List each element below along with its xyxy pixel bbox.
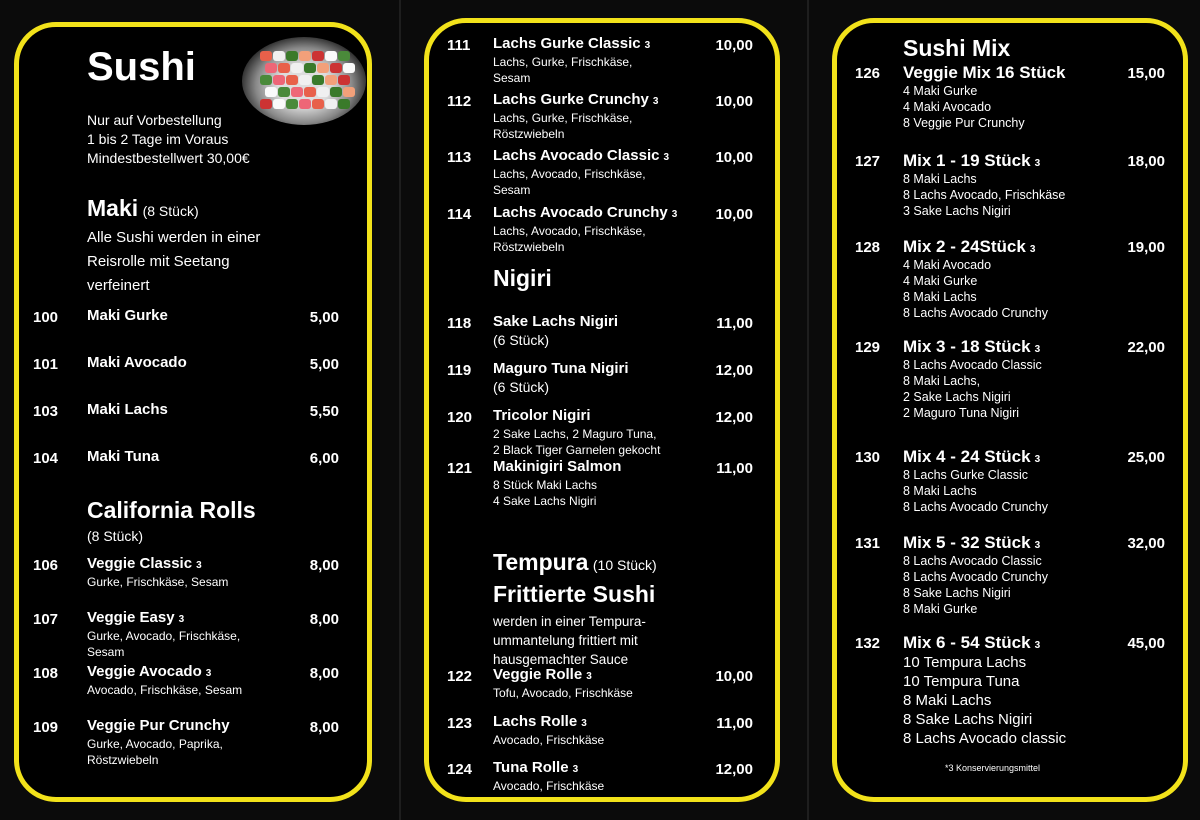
item-number: 128: [855, 239, 881, 256]
item-number: 111: [447, 37, 471, 54]
item-description: 8 Maki Gurke: [903, 602, 978, 616]
item-name: [493, 759, 578, 776]
preservative-note: 3: [644, 40, 651, 51]
item-name: [903, 237, 1035, 257]
item-name-text: Mix 3 - 18 Stück: [903, 337, 1031, 356]
sushi-piece-graphic: [317, 87, 329, 97]
item-description: 10 Tempura Lachs: [903, 654, 1027, 671]
item-name-text: Makinigiri Salmon: [493, 458, 622, 475]
item-price: 6,00: [309, 450, 339, 467]
preservative-note: 3: [1029, 244, 1036, 255]
preservative-note: 3: [671, 209, 678, 220]
item-name-text: Maki Lachs: [87, 401, 168, 418]
item-price: 19,00: [1127, 239, 1165, 256]
item-description: 8 Maki Lachs: [903, 484, 977, 498]
item-number: 124: [447, 761, 473, 778]
sushi-piece-graphic: [299, 51, 311, 61]
item-number: 108: [33, 665, 59, 682]
sushi-piece-graphic: [273, 51, 285, 61]
item-description: Röstzwiebeln: [493, 127, 565, 141]
item-number: 130: [855, 449, 881, 466]
item-number: 122: [447, 668, 473, 685]
preservative-note: 3: [1034, 158, 1041, 169]
sushi-piece-graphic: [343, 87, 355, 97]
item-description: 4 Sake Lachs Nigiri: [493, 494, 597, 508]
sushi-piece-graphic: [330, 63, 342, 73]
item-name: [493, 458, 621, 475]
item-name: [493, 666, 592, 683]
preservative-note: 3: [572, 764, 579, 775]
item-quantity: (6 Stück): [493, 379, 550, 395]
item-description: Lachs, Gurke, Frischkäse,: [493, 55, 633, 69]
sushi-piece-graphic: [325, 51, 337, 61]
item-name-text: Veggie Mix 16 Stück: [903, 63, 1066, 82]
item-name: [87, 354, 187, 371]
tempura-description: werden in einer Tempura- ummantelung frittiert mit hausgemachter Sauce: [493, 614, 646, 667]
item-name-text: Sake Lachs Nigiri: [493, 313, 619, 330]
item-description: Sesam: [87, 645, 125, 659]
item-name: [903, 151, 1040, 171]
item-name: [87, 555, 202, 572]
item-name-text: Mix 1 - 19 Stück: [903, 151, 1031, 170]
preservative-note: 3: [652, 96, 659, 107]
item-description: 2 Maguro Tuna Nigiri: [903, 406, 1020, 420]
item-description: 4 Maki Gurke: [903, 274, 978, 288]
item-number: 121: [447, 460, 473, 477]
item-price: 10,00: [715, 149, 753, 166]
order-info: Nur auf Vorbestellung 1 bis 2 Tage im Voraus Mindestbestellwert 30,00€: [87, 112, 250, 166]
sushi-piece-graphic: [304, 63, 316, 73]
item-price: 5,00: [309, 309, 339, 326]
item-number: 126: [855, 65, 881, 82]
item-description: 8 Lachs Avocado classic: [903, 730, 1067, 747]
item-name: [493, 407, 591, 424]
item-name-text: Maguro Tuna Nigiri: [493, 360, 629, 377]
sushi-piece-graphic: [338, 99, 350, 109]
item-description: Röstzwiebeln: [87, 753, 159, 767]
item-price: 22,00: [1127, 339, 1165, 356]
item-name: [493, 35, 650, 52]
sushi-piece-graphic: [299, 75, 311, 85]
item-number: 100: [33, 309, 59, 326]
item-price: 45,00: [1127, 635, 1165, 652]
item-name: [87, 448, 159, 465]
item-description: 8 Maki Lachs: [903, 172, 977, 186]
item-name-text: Lachs Avocado Crunchy: [493, 204, 668, 221]
item-number: 120: [447, 409, 473, 426]
item-number: 101: [33, 356, 59, 373]
item-number: 109: [33, 719, 59, 736]
item-name-text: Veggie Pur Crunchy: [87, 717, 230, 734]
item-price: 12,00: [715, 362, 753, 379]
item-price: 8,00: [309, 557, 339, 574]
item-name: [493, 360, 629, 377]
item-description: Avocado, Frischkäse, Sesam: [87, 683, 243, 697]
item-description: Gurke, Avocado, Frischkäse,: [87, 629, 241, 643]
item-description: Lachs, Avocado, Frischkäse,: [493, 167, 646, 181]
sushi-piece-graphic: [325, 75, 337, 85]
item-name-text: Mix 5 - 32 Stück: [903, 533, 1031, 552]
item-description: 8 Maki Lachs,: [903, 374, 981, 388]
item-price: 8,00: [309, 719, 339, 736]
item-number: 113: [447, 149, 472, 166]
item-name: [493, 91, 658, 108]
item-price: 10,00: [715, 206, 753, 223]
menu-panel-sushi: [14, 22, 372, 802]
item-number: 129: [855, 339, 881, 356]
item-number: 123: [447, 715, 473, 732]
item-name-text: Veggie Easy: [87, 609, 175, 626]
sushi-piece-graphic: [286, 75, 298, 85]
preservative-note: 3: [1034, 454, 1041, 465]
item-description: 8 Lachs Gurke Classic: [903, 468, 1029, 482]
maki-heading: Maki (8 Stück): [87, 195, 199, 221]
item-description: Avocado, Frischkäse: [493, 733, 605, 747]
item-price: 11,00: [716, 715, 753, 732]
item-name-text: Maki Gurke: [87, 307, 168, 324]
item-name: [903, 533, 1040, 553]
sushi-piece-graphic: [278, 63, 290, 73]
preservative-note: 3: [178, 614, 185, 625]
item-description: 8 Sake Lachs Nigiri: [903, 586, 1011, 600]
preservative-note: 3: [581, 718, 587, 729]
item-price: 12,00: [715, 409, 753, 426]
item-name: [87, 401, 168, 418]
item-name: [87, 307, 168, 324]
california-heading: California Rolls (8 Stück): [87, 497, 256, 544]
item-number: 107: [33, 611, 59, 628]
item-price: 18,00: [1127, 153, 1165, 170]
sushi-title: Sushi: [87, 45, 196, 89]
item-name: [903, 633, 1040, 653]
tempura-subtitle: Frittierte Sushi: [493, 581, 656, 607]
item-name: [87, 717, 230, 734]
preservative-note: 3: [205, 668, 212, 679]
item-name-text: Lachs Rolle: [493, 713, 578, 730]
item-price: 11,00: [716, 315, 753, 332]
item-number: 106: [33, 557, 59, 574]
item-description: 10 Tempura Tuna: [903, 673, 1020, 690]
item-description: Gurke, Frischkäse, Sesam: [87, 575, 229, 589]
sushi-piece-graphic: [273, 99, 285, 109]
item-description: Sesam: [493, 71, 531, 85]
item-price: 5,00: [309, 356, 339, 373]
preservative-note: 3: [196, 560, 202, 571]
item-price: 10,00: [715, 37, 753, 54]
sushi-piece-graphic: [312, 51, 324, 61]
item-name: [493, 313, 618, 330]
item-price: 12,00: [715, 761, 753, 778]
item-description: Röstzwiebeln: [493, 240, 565, 254]
item-description: 8 Maki Lachs: [903, 290, 977, 304]
preservative-note: 3: [663, 152, 670, 163]
item-name-text: Maki Avocado: [87, 354, 187, 371]
item-price: 11,00: [716, 460, 753, 477]
item-name-text: Mix 4 - 24 Stück: [903, 447, 1031, 466]
preservative-note: 3: [1034, 540, 1041, 551]
item-price: 15,00: [1127, 65, 1165, 82]
item-name: [903, 337, 1040, 357]
sushi-piece-graphic: [278, 87, 290, 97]
sushi-piece-graphic: [312, 75, 324, 85]
item-name-text: Tuna Rolle: [493, 759, 569, 776]
item-name: [87, 663, 211, 680]
item-number: 118: [447, 315, 472, 332]
item-description: 8 Lachs Avocado Classic: [903, 358, 1042, 372]
item-number: 103: [33, 403, 59, 420]
sushi-piece-graphic: [260, 99, 272, 109]
sushi-piece-graphic: [260, 75, 272, 85]
item-name-text: Veggie Rolle: [493, 666, 583, 683]
item-description: 8 Lachs Avocado Classic: [903, 554, 1042, 568]
item-description: 8 Sake Lachs Nigiri: [903, 711, 1033, 728]
maki-description: Alle Sushi werden in einer Reisrolle mit Seetang verfeinert: [87, 229, 261, 294]
item-description: 2 Black Tiger Garnelen gekocht: [493, 443, 661, 457]
sushi-piece-graphic: [291, 63, 303, 73]
item-name-text: Lachs Avocado Classic: [493, 147, 660, 164]
item-price: 32,00: [1127, 535, 1165, 552]
item-quantity: (6 Stück): [493, 332, 550, 348]
item-description: 8 Veggie Pur Crunchy: [903, 116, 1025, 130]
preservative-note: 3: [1034, 344, 1041, 355]
item-description: 3 Sake Lachs Nigiri: [903, 204, 1011, 218]
item-name-text: Tricolor Nigiri: [493, 407, 591, 424]
item-name: [903, 447, 1040, 467]
footnote: *3 Konservierungsmittel: [945, 763, 1041, 773]
item-description: Tofu, Avocado, Frischkäse: [493, 686, 633, 700]
sushi-piece-graphic: [273, 75, 285, 85]
sushi-piece-graphic: [265, 63, 277, 73]
item-name-text: Veggie Avocado: [87, 663, 202, 680]
item-price: 8,00: [309, 611, 339, 628]
sushi-piece-graphic: [325, 99, 337, 109]
item-price: 25,00: [1127, 449, 1165, 466]
preservative-note: 3: [1034, 640, 1041, 651]
item-name-text: Maki Tuna: [87, 448, 160, 465]
sushi-piece-graphic: [343, 63, 355, 73]
sushi-piece-graphic: [330, 87, 342, 97]
sushi-piece-graphic: [260, 51, 272, 61]
item-description: Gurke, Avocado, Paprika,: [87, 737, 223, 751]
item-number: 132: [855, 635, 881, 652]
menu-panel-sushi-mix: [832, 18, 1188, 802]
nigiri-heading: Nigiri: [493, 265, 552, 291]
sushi-piece-graphic: [338, 75, 350, 85]
item-name: [493, 204, 677, 221]
item-price: 5,50: [309, 403, 339, 420]
item-description: 4 Maki Gurke: [903, 84, 978, 98]
item-description: Sesam: [493, 183, 531, 197]
sushi-mix-title: Sushi Mix: [903, 35, 1011, 61]
sushi-piece-graphic: [299, 99, 311, 109]
sushi-piece-graphic: [304, 87, 316, 97]
item-name: [493, 713, 587, 730]
item-number: 104: [33, 450, 59, 467]
item-description: 8 Lachs Avocado Crunchy: [903, 500, 1049, 514]
sushi-piece-graphic: [286, 99, 298, 109]
item-name: [903, 63, 1066, 83]
item-description: 2 Sake Lachs Nigiri: [903, 390, 1011, 404]
tempura-heading: Tempura (10 Stück): [493, 549, 657, 575]
sushi-platter-image: [242, 37, 366, 125]
item-number: 127: [855, 153, 881, 170]
item-description: Avocado, Frischkäse: [493, 779, 605, 793]
item-description: 4 Maki Avocado: [903, 100, 992, 114]
item-description: Lachs, Gurke, Frischkäse,: [493, 111, 633, 125]
sushi-piece-graphic: [312, 99, 324, 109]
menu-panel-rolls: [424, 18, 780, 802]
item-name-text: Mix 2 - 24Stück: [903, 237, 1026, 256]
item-name: [87, 609, 184, 626]
item-description: 8 Stück Maki Lachs: [493, 478, 598, 492]
item-number: 131: [855, 535, 881, 552]
preservative-note: 3: [586, 671, 592, 682]
sushi-piece-graphic: [317, 63, 329, 73]
item-description: 4 Maki Avocado: [903, 258, 992, 272]
item-price: 10,00: [715, 668, 753, 685]
sushi-piece-graphic: [291, 87, 303, 97]
item-description: Lachs, Avocado, Frischkäse,: [493, 224, 646, 238]
item-name-text: Veggie Classic: [87, 555, 193, 572]
item-price: 8,00: [309, 665, 339, 682]
item-description: 8 Lachs Avocado Crunchy: [903, 306, 1049, 320]
item-number: 114: [447, 206, 472, 223]
item-name: [493, 147, 669, 164]
sushi-piece-graphic: [286, 51, 298, 61]
item-description: 8 Maki Lachs: [903, 692, 992, 709]
item-description: 2 Sake Lachs, 2 Maguro Tuna,: [493, 427, 657, 441]
sushi-piece-graphic: [338, 51, 350, 61]
item-name-text: Lachs Gurke Crunchy: [493, 91, 649, 108]
item-number: 112: [447, 93, 472, 110]
item-price: 10,00: [715, 93, 753, 110]
item-name-text: Lachs Gurke Classic: [493, 35, 641, 52]
item-description: 8 Lachs Avocado, Frischkäse: [903, 188, 1066, 202]
item-description: 8 Lachs Avocado Crunchy: [903, 570, 1049, 584]
sushi-piece-graphic: [265, 87, 277, 97]
item-number: 119: [447, 362, 472, 379]
item-name-text: Mix 6 - 54 Stück: [903, 633, 1031, 652]
